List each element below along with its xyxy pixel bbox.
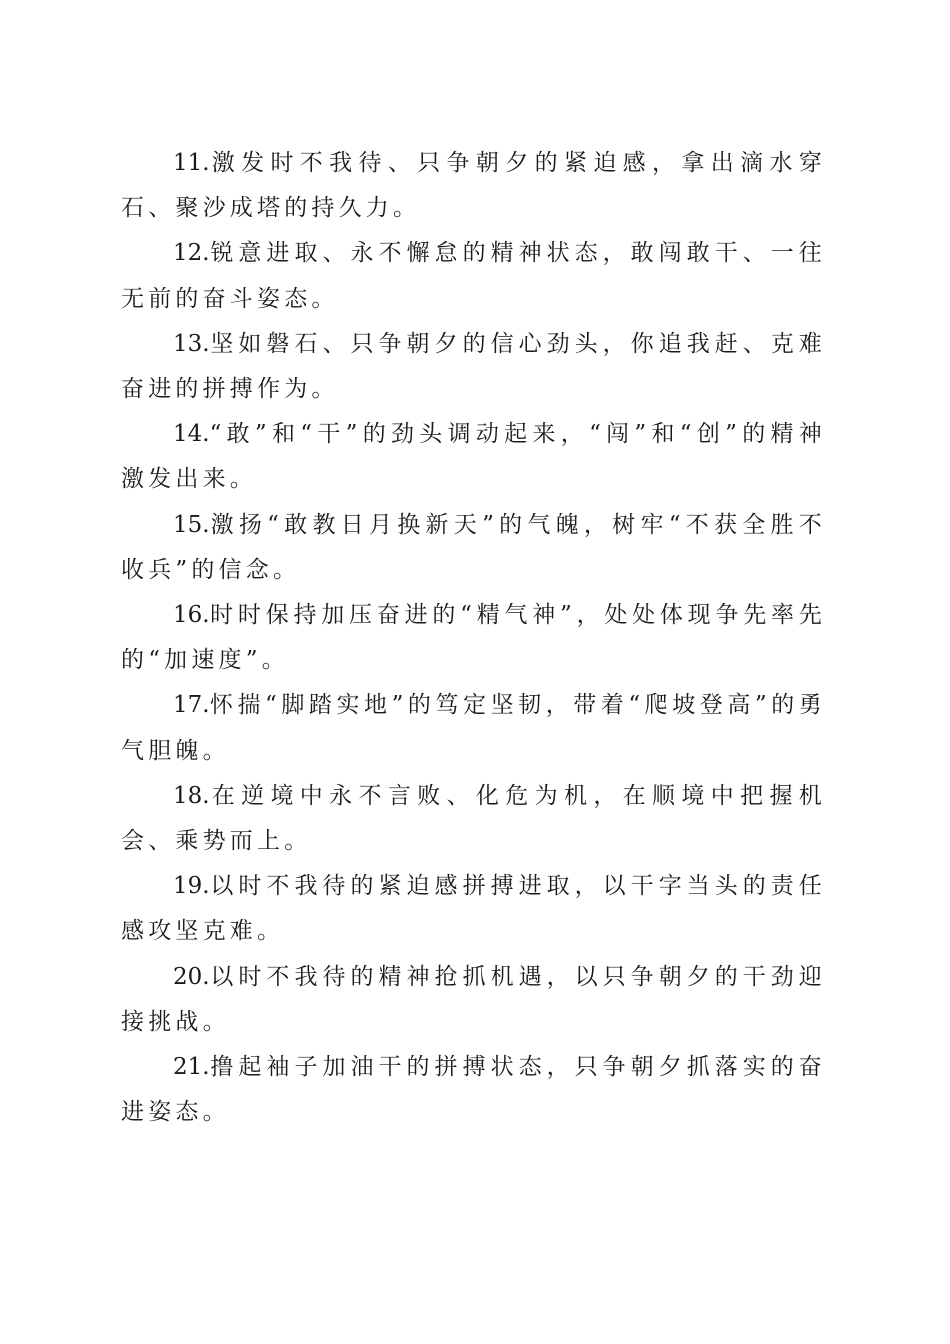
item-number: 17. [173, 692, 210, 719]
item-number: 12. [173, 240, 210, 267]
item-text: 锐意进取、永不懈怠的精神状态，敢闯敢干、一往无前的奋斗姿态。 [121, 240, 826, 312]
item-number: 15. [173, 511, 210, 538]
list-item [121, 412, 826, 502]
item-number: 21. [173, 1054, 210, 1081]
item-text: 在逆境中永不言败、化危为机，在顺境中把握机会、乘势而上。 [121, 782, 826, 855]
item-number: 20. [173, 963, 210, 990]
item-number: 14. [173, 421, 210, 448]
item-number: 16. [173, 602, 210, 629]
list-item [121, 593, 826, 683]
item-text: 激发时不我待、只争朝夕的紧迫感，拿出滴水穿石、聚沙成塔的持久力。 [121, 150, 826, 222]
list-item [121, 864, 826, 954]
list-item [121, 503, 826, 593]
list-item [121, 774, 826, 864]
item-number: 13. [173, 330, 210, 357]
document-body [121, 141, 826, 1135]
item-text: 坚如磐石、只争朝夕的信心劲头，你追我赶、克难奋进的拼搏作为。 [121, 330, 826, 403]
item-text: 时时保持加压奋进的“精气神”，处处体现争先率先的“加速度”。 [121, 602, 826, 674]
list-item [121, 231, 826, 321]
item-number: 18. [173, 782, 210, 809]
item-number: 19. [173, 873, 210, 900]
list-item [121, 955, 826, 1045]
list-item [121, 141, 826, 231]
item-number: 11. [173, 150, 210, 176]
item-text: “敢”和“干”的劲头调动起来，“闯”和“创”的精神激发出来。 [121, 421, 826, 493]
item-text: 以时不我待的紧迫感拼搏进取，以干字当头的责任感攻坚克难。 [121, 873, 826, 945]
item-text: 以时不我待的精神抢抓机遇，以只争朝夕的干劲迎接挑战。 [121, 963, 826, 1035]
list-item [121, 1045, 826, 1135]
list-item [121, 683, 826, 773]
list-item [121, 322, 826, 412]
item-text: 怀揣“脚踏实地”的笃定坚韧，带着“爬坡登高”的勇气胆魄。 [121, 692, 826, 764]
item-text: 激扬“敢教日月换新天”的气魄，树牢“不获全胜不收兵”的信念。 [121, 511, 826, 583]
item-text: 撸起袖子加油干的拼搏状态，只争朝夕抓落实的奋进姿态。 [121, 1054, 826, 1126]
